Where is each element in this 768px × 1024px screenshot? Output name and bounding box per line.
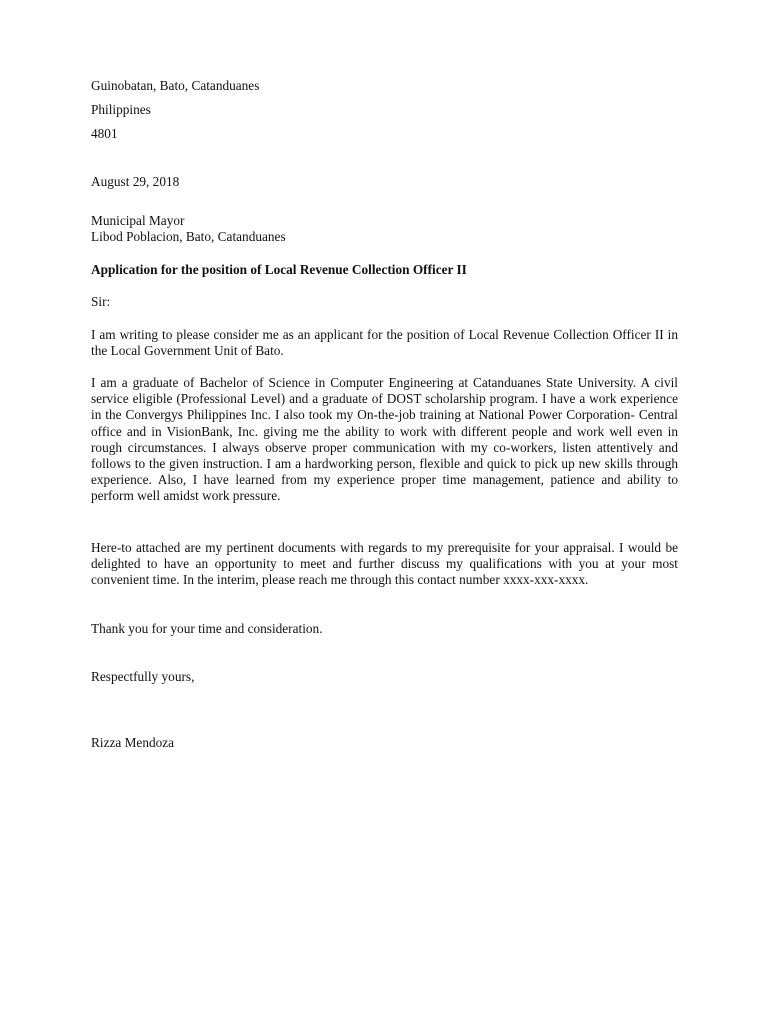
sender-address-line1: Guinobatan, Bato, Catanduanes bbox=[91, 78, 260, 93]
salutation: Sir: bbox=[91, 294, 111, 309]
letter-date: August 29, 2018 bbox=[91, 174, 180, 189]
body-paragraph-1: I am writing to please consider me as an applicant for the position of Local Revenue Collection Officer II in the Local Government Unit of Bato. bbox=[91, 327, 678, 359]
recipient-title: Municipal Mayor bbox=[91, 213, 185, 228]
body-paragraph-3: Here-to attached are my pertinent documents with regards to my prerequisite for your appraisal. I would be delighted to have an opportunity to meet and further discuss my qualifications with you at your most convenient time. In the interim, please reach me through this contact number xxxx-xxx-xxxx. bbox=[91, 540, 678, 588]
body-paragraph-2: I am a graduate of Bachelor of Science in Computer Engineering at Catanduanes State University. A civil service eligible (Professional Level) and a graduate of DOST scholarship program. I have a work experience in the Convergys Philippines Inc. I also took my On-the-job training at National Power Corporation- Central office and in VisionBank, Inc. giving me the ability to work with different people and work well even in rough circumstances. I always observe proper communication with my co-workers, listen attentively and follows to the given instruction. I am a hardworking person, flexible and quick to pick up new skills through experience. Also, I have learned from my experience proper time management, patience and ability to perform well amidst work pressure. bbox=[91, 375, 678, 504]
signature-name: Rizza Mendoza bbox=[91, 735, 175, 750]
sender-address-line2: Philippines bbox=[91, 102, 151, 117]
recipient-address: Libod Poblacion, Bato, Catanduanes bbox=[91, 229, 286, 244]
sender-address-postal-code: 4801 bbox=[91, 126, 118, 141]
letter-subject: Application for the position of Local Revenue Collection Officer II bbox=[91, 262, 467, 277]
body-paragraph-4: Thank you for your time and consideration. bbox=[91, 621, 323, 636]
closing: Respectfully yours, bbox=[91, 669, 195, 684]
